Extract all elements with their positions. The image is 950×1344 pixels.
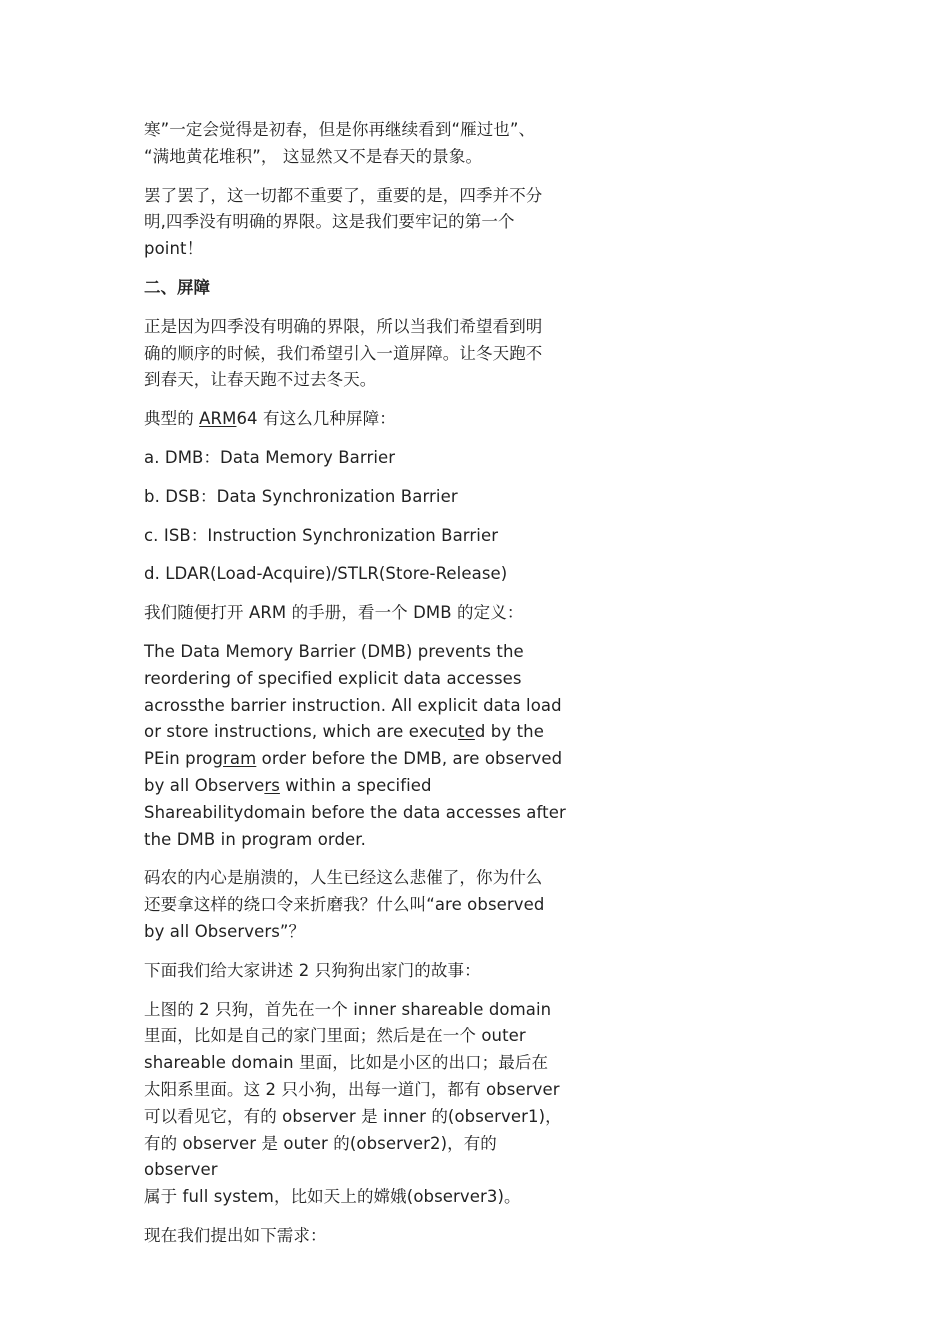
section-heading: 二、屏障	[144, 277, 210, 297]
text-line: by all Observers”？	[144, 921, 306, 941]
underlined-text: te	[458, 722, 475, 742]
text-line: 有的 observer 是 outer 的(observer2)，有的 observer	[144, 1133, 497, 1180]
arm-link[interactable]: ARM	[199, 409, 237, 429]
paragraph-dog-story	[144, 997, 572, 1211]
text-line: Shareabilitydomain before the data accesses after	[144, 802, 566, 822]
text-line: 属于 full system，比如天上的嫦娥(observer3)。	[144, 1187, 521, 1207]
text-line: 确的顺序的时候，我们希望引入一道屏障。让冬天跑不	[144, 343, 543, 363]
text-line: The Data Memory Barrier (DMB) prevents the	[144, 641, 524, 661]
text-line: 里面，比如是自己的家门里面；然后是在一个 outer	[144, 1026, 526, 1046]
text-segment: within a specified	[279, 775, 432, 795]
text-segment: d by the	[474, 722, 544, 742]
text-line: the DMB in program order.	[144, 829, 367, 849]
paragraph-intro	[144, 117, 572, 171]
list-item-ldar-stlr: d. LDAR(Load-Acquire)/STLR(Store-Release)	[144, 564, 508, 584]
paragraph-point	[144, 183, 572, 263]
text-line: 正是因为四季没有明确的界限，所以当我们希望看到明	[144, 316, 543, 336]
text-line: “满地黄花堆积”， 这显然又不是春天的景象。	[144, 146, 483, 166]
text-line: reordering of specified explicit data accesses	[144, 668, 522, 688]
text-line: shareable domain 里面，比如是小区的出口；最后在	[144, 1053, 549, 1073]
text-line: acrossthe barrier instruction. All explicit data load	[144, 695, 562, 715]
underlined-text: rs	[264, 775, 280, 795]
text-line: point！	[144, 239, 204, 259]
paragraph-requirements-intro: 现在我们提出如下需求：	[144, 1225, 327, 1245]
text-line: 上图的 2 只狗，首先在一个 inner shareable domain	[144, 999, 552, 1019]
text-segment: 64 有这么几种屏障：	[236, 409, 396, 429]
text-segment: PEin prog	[144, 749, 224, 769]
text-segment: 典型的	[144, 409, 200, 429]
paragraph-barrier-intro	[144, 314, 572, 394]
document-page	[144, 117, 572, 1262]
list-item-dsb: b. DSB：Data Synchronization Barrier	[144, 486, 458, 506]
list-item-dmb: a. DMB：Data Memory Barrier	[144, 447, 396, 467]
text-line: 明,四季没有明确的界限。这是我们要牢记的第一个	[144, 212, 515, 232]
text-line: 到春天，让春天跑不过去冬天。	[144, 370, 377, 390]
paragraph-coder-complaint	[144, 865, 572, 945]
text-segment: order before the DMB, are observed	[256, 749, 563, 769]
text-segment: by all Observe	[144, 775, 265, 795]
text-line: 码农的内心是崩溃的，人生已经这么悲催了，你为什么	[144, 868, 543, 888]
text-line: 寒”一定会觉得是初春，但是你再继续看到“雁过也”、	[144, 120, 536, 139]
paragraph-arm64-types	[144, 406, 572, 433]
text-line: 还要拿这样的绕口令来折磨我？什么叫“are observed	[144, 895, 545, 915]
text-line: 罢了罢了，这一切都不重要了，重要的是，四季并不分	[144, 185, 543, 205]
text-segment: or store instructions, which are execu	[144, 722, 459, 742]
text-line: 可以看见它，有的 observer 是 inner 的(observer1)，	[144, 1106, 562, 1126]
list-item-isb: c. ISB：Instruction Synchronization Barrier	[144, 525, 499, 545]
text-line: 太阳系里面。这 2 只小狗，出每一道门，都有 observer	[144, 1079, 560, 1099]
quote-dmb-definition	[144, 639, 572, 853]
paragraph-dog-story-intro: 下面我们给大家讲述 2 只狗狗出家门的故事：	[144, 960, 481, 980]
paragraph-dmb-definition-intro: 我们随便打开 ARM 的手册，看一个 DMB 的定义：	[144, 603, 524, 623]
underlined-text: ram	[223, 749, 257, 769]
